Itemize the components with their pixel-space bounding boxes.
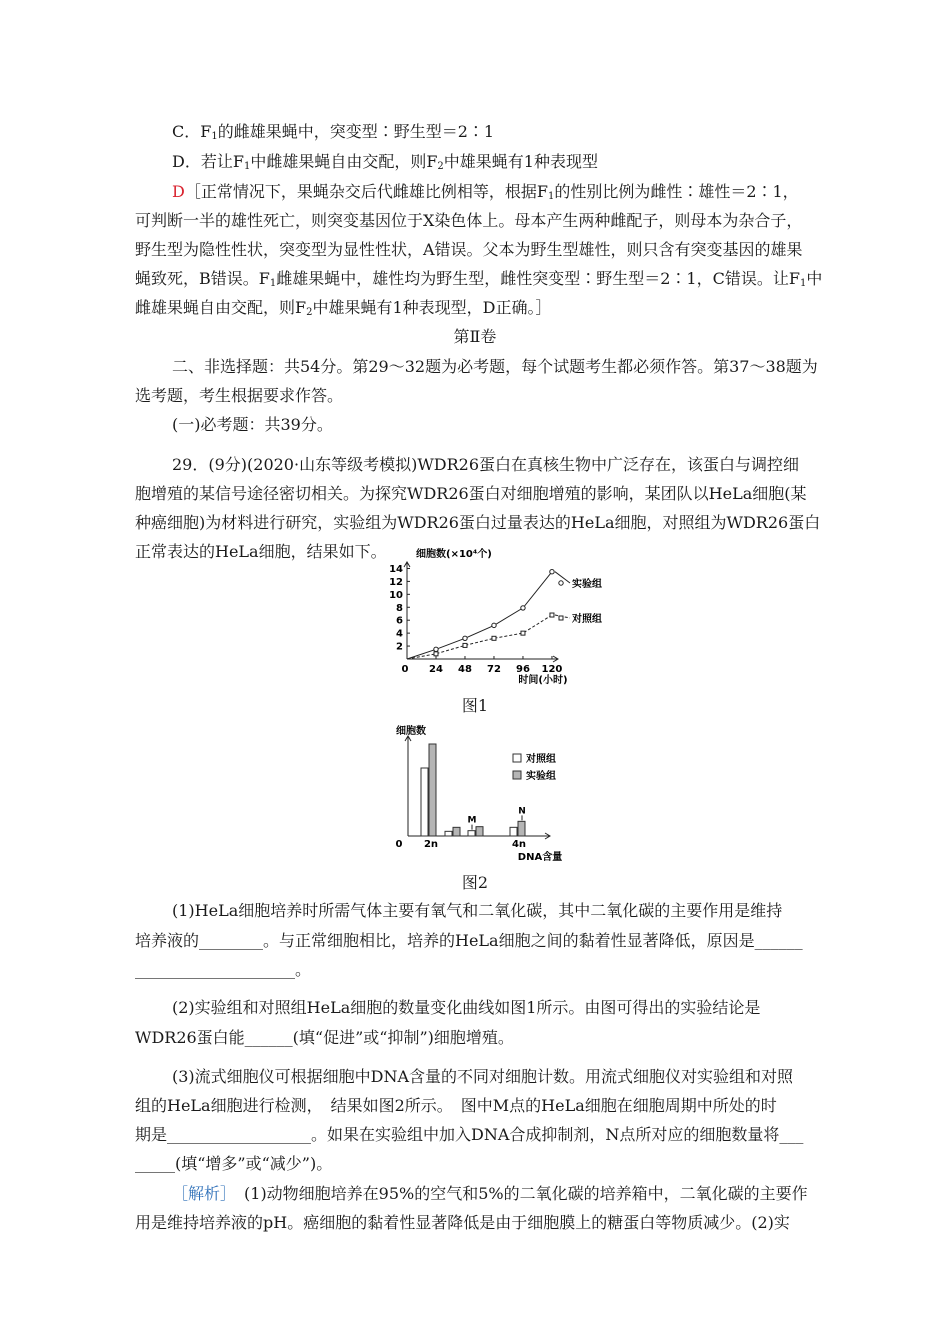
fig1-y-tick-label: 8 (396, 602, 403, 614)
fig1-axes (389, 562, 562, 675)
fig1-point-control (550, 613, 554, 617)
analysis-line-1: ［解析］ (1)动物细胞培养在95%的空气和5%的二氧化碳的培养箱中，二氧化碳的主要作 (172, 1184, 808, 1203)
fig2-bar-experimental (518, 821, 525, 836)
sub3-line-1: (3)流式细胞仪可根据细胞中DNA含量的不同对细胞计数。用流式细胞仪对实验组和对照 (172, 1067, 794, 1086)
fig1-y-tick-label: 2 (396, 641, 403, 653)
sub3-line-3: 期是__________________。如果在实验组中加入DNA合成抑制剂，N点所对应的细胞数量将___ (135, 1125, 804, 1144)
fig2-legend-control: 对照组 (526, 754, 556, 765)
analysis-tag: ［解析］ (172, 1184, 229, 1203)
fig2-x-axis-label: DNA含量 (517, 852, 563, 863)
fig1-point-experimental (463, 636, 467, 640)
fig1-y-tick-label: 12 (389, 576, 403, 588)
fig1-legend-marker-control (559, 616, 563, 620)
fig1-point-control (434, 652, 438, 656)
fig2-legend-experimental-swatch (513, 771, 521, 779)
fig1-point-control (521, 631, 525, 635)
fig2-bar-experimental (429, 744, 436, 836)
fig1-x-tick-label: 96 (516, 664, 530, 675)
section-title: 第Ⅱ卷 (453, 327, 497, 346)
fig1-x-axis-label: 时间(小时) (518, 675, 568, 686)
explanation-line-1: D［正常情况下，果蝇杂交后代雌雄比例相等，根据$F_1$的性别比例为雌性∶雄性＝2∶1， (172, 182, 799, 202)
fig2-legend-control-swatch (513, 754, 521, 762)
figure-2-bar-chart (390, 718, 590, 868)
fig1-legend-experimental: 实验组 (572, 579, 602, 590)
figure-1-caption: 图1 (461, 696, 489, 715)
fig1-x-tick-label: 120 (541, 664, 563, 675)
fig1-y-tick-label: 14 (389, 563, 403, 575)
fig1-x-tick-label: 24 (429, 664, 443, 675)
fig2-legend-experimental: 实验组 (526, 771, 556, 782)
fig1-y-axis-label: 细胞数(×10⁴个) (416, 549, 492, 560)
explanation-line-5: 雌雄果蝇自由交配，则$F_2$中雄果蝇有1种表现型，D正确。］ (135, 298, 552, 318)
fig2-y-axis-label: 细胞数 (396, 726, 426, 737)
fig1-point-experimental (550, 570, 554, 574)
option-c: C．$F_1$的雌雄果蝇中，突变型∶野生型＝2∶1 (172, 122, 495, 142)
option-d: D．若让$F_1$中雌雄果蝇自由交配，则$F_2$中雄果蝇有1种表现型 (172, 152, 598, 172)
sub3-line-4: _____(填“增多”或“减少”)。 (135, 1154, 333, 1173)
fig2-bar-control (421, 768, 428, 836)
q29-line-2: 胞增殖的某信号途径密切相关。为探究WDR26蛋白对细胞增殖的影响，某团队以HeLa细胞(某 (135, 484, 807, 503)
analysis-line-2: 用是维持培养液的pH。癌细胞的黏着性显著降低是由于细胞膜上的糖蛋白等物质减少。(2)实 (135, 1213, 790, 1232)
fig1-series-line-0 (407, 572, 552, 659)
fig1-x-tick-label: 48 (458, 664, 472, 675)
part2-intro-line-2: 选考题，考生根据要求作答。 (135, 386, 344, 405)
part2-intro-line-1: 二、非选择题：共54分。第29～32题为必考题，每个试题考生都必须作答。第37～38题为 (172, 357, 818, 376)
fig1-x-tick-label: 0 (401, 664, 409, 675)
fig2-annotation-m: M (467, 815, 477, 826)
figure-2-caption: 图2 (461, 873, 489, 892)
fig2-bars (421, 744, 526, 836)
sub3-line-2: 组的HeLa细胞进行检测， 结果如图2所示。 图中M点的HeLa细胞在细胞周期中所处的时 (135, 1096, 777, 1115)
fig1-y-tick-label: 6 (396, 615, 403, 627)
fig1-legend-marker-experimental (559, 581, 563, 585)
figure-1-line-chart (380, 540, 620, 690)
q29-line-4: 正常表达的HeLa细胞，结果如下。 (135, 542, 387, 561)
fig1-series (407, 570, 570, 660)
fig2-bar-experimental (453, 827, 460, 836)
fig2-x-tick-label: 0 (395, 839, 403, 850)
explanation-line-2: 可判断一半的雄性死亡，则突变基因位于X染色体上。母本产生两种雌配子，则母本为杂合子， (135, 211, 803, 230)
fig2-x-tick-label: 4n (511, 839, 527, 850)
sub2-line-1: (2)实验组和对照组HeLa细胞的数量变化曲线如图1所示。由图可得出的实验结论是 (172, 998, 761, 1017)
q29-line-1: 29．(9分)(2020·山东等级考模拟)WDR26蛋白在真核生物中广泛存在，该蛋白与调控细 (172, 455, 799, 474)
explanation-line-3: 野生型为隐性性状，突变型为显性性状，A错误。父本为野生型雄性，则只含有突变基因的雄果 (135, 240, 803, 259)
fig1-point-experimental (521, 606, 525, 610)
fig2-bar-control (510, 827, 517, 836)
fig1-legend-control: 对照组 (572, 614, 602, 625)
required-title: (一)必考题：共39分。 (172, 415, 333, 434)
q29-line-3: 种癌细胞)为材料进行研究，实验组为WDR26蛋白过量表达的HeLa细胞，对照组为WDR26蛋白 (135, 513, 821, 532)
sub1-line-3: ____________________。 (135, 960, 312, 979)
fig1-series-line-1 (407, 615, 552, 659)
fig1-point-experimental (492, 623, 496, 627)
fig1-point-experimental (434, 647, 438, 651)
fig2-bar-experimental (476, 827, 483, 836)
sub1-line-1: (1)HeLa细胞培养时所需气体主要有氧气和二氧化碳，其中二氧化碳的主要作用是维持 (172, 901, 783, 920)
fig1-point-control (492, 636, 496, 640)
fig1-point-control (463, 643, 467, 647)
fig2-bar-control (468, 831, 475, 836)
fig2-x-tick-label: 2n (423, 839, 439, 850)
sub2-line-2: WDR26蛋白能______(填“促进”或“抑制”)细胞增殖。 (135, 1028, 514, 1047)
fig1-y-tick-label: 4 (396, 628, 403, 640)
explanation-line-4: 蝇致死，B错误。$F_1$雌雄果蝇中，雄性均为野生型，雌性突变型∶野生型＝2∶1，C错误。让$F_1$中 (135, 269, 823, 289)
sub1-line-2: 培养液的________。与正常细胞相比，培养的HeLa细胞之间的黏着性显著降低，原因是______ (135, 931, 803, 950)
fig2-bar-control (445, 831, 452, 836)
fig1-x-tick-label: 72 (487, 664, 501, 675)
answer-letter: D (172, 182, 185, 201)
fig2-annotation-n: N (518, 806, 526, 817)
fig1-y-tick-label: 10 (389, 589, 403, 601)
